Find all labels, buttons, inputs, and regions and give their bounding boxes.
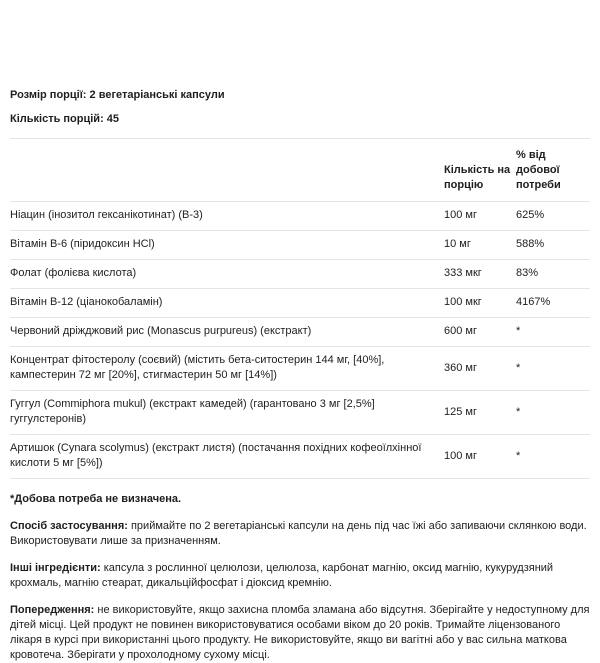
supplement-facts-table: [10, 138, 590, 479]
table-row: [10, 318, 590, 347]
table-row: [10, 202, 590, 231]
paragraph-text: не використовуйте, якщо захисна пломба зламана або відсутня. Зберігайте у недоступному для дітей місці. Цей продукт не повинен використовуватися особами віком до 20 років. Тримайте ліцензованого лікаря в курсі при використанні цього продукту. Не використовуйте, якщо ви вагітні або у вас сильна маткова кровотеча. Зберігати у прохолодному сухому місці.: [10, 604, 590, 661]
ingredient-amount: 10 мг: [444, 231, 516, 260]
ingredient-name: Концентрат фітостеролу (соєвий) (містить бета-ситостерин 144 мг, [40%], кампестерин 72 мг [20%], стигмастерин 50 мг [14%]): [10, 347, 444, 391]
header-amount-per-serving: Кількість на порцію: [444, 139, 516, 202]
table-row: [10, 391, 590, 435]
info-paragraph: [10, 603, 590, 663]
ingredient-name: Фолат (фолієва кислота): [10, 260, 444, 289]
paragraph-label: Спосіб застосування:: [10, 520, 128, 532]
table-row: [10, 260, 590, 289]
paragraph-text: капсула з рослинної целюлози, целюлоза, карбонат магнію, оксид магнію, кукурудзяний крохмаль, магнію стеарат, дикальційфосфат і діоксид кремнію.: [10, 562, 554, 589]
table-header-row: [10, 139, 590, 202]
table-row: [10, 435, 590, 479]
ingredient-daily-value: 83%: [516, 260, 590, 289]
ingredient-daily-value: 588%: [516, 231, 590, 260]
ingredient-daily-value: *: [516, 391, 590, 435]
info-paragraphs: [10, 519, 590, 663]
ingredient-amount: 100 мг: [444, 202, 516, 231]
ingredient-name: Вітамін B-12 (ціанокобаламін): [10, 289, 444, 318]
ingredient-name: Ніацин (інозитол гексанікотинат) (B-3): [10, 202, 444, 231]
paragraph-label: Попередження:: [10, 604, 95, 616]
ingredient-amount: 360 мг: [444, 347, 516, 391]
ingredient-daily-value: *: [516, 318, 590, 347]
table-row: [10, 231, 590, 260]
paragraph-label: Інші інгредієнти:: [10, 562, 101, 574]
servings-per-container-line: [10, 112, 590, 127]
ingredient-amount: 100 мкг: [444, 289, 516, 318]
table-row: [10, 347, 590, 391]
ingredient-amount: 333 мкг: [444, 260, 516, 289]
info-paragraph: [10, 519, 590, 549]
info-paragraph: [10, 561, 590, 591]
ingredient-name: Червоний дріжджовий рис (Monascus purpureus) (екстракт): [10, 318, 444, 347]
servings-label: Кількість порцій:: [10, 113, 104, 125]
serving-size-value: 2 вегетаріанські капсули: [89, 89, 225, 101]
ingredient-name: Гуггул (Commiphora mukul) (екстракт камедей) (гарантовано 3 мг [2,5%] гуггулстеронів): [10, 391, 444, 435]
servings-value: 45: [106, 113, 120, 125]
ingredient-daily-value: 4167%: [516, 289, 590, 318]
ingredient-name: Вітамін B-6 (піридоксин HCl): [10, 231, 444, 260]
serving-size-line: [10, 88, 590, 103]
daily-value-footnote: *Добова потреба не визначена.: [10, 493, 182, 505]
serving-size-label: Розмір порції:: [10, 89, 87, 101]
ingredient-name: Артишок (Cynara scolymus) (екстракт листя) (постачання похідних кофеоїлхінної кислоти 5 мг [5%]): [10, 435, 444, 479]
header-ingredient-blank: [10, 139, 444, 202]
ingredient-daily-value: *: [516, 347, 590, 391]
header-daily-value: % від добової потреби: [516, 139, 590, 202]
ingredient-daily-value: 625%: [516, 202, 590, 231]
table-row: [10, 289, 590, 318]
ingredient-daily-value: *: [516, 435, 590, 479]
ingredient-amount: 600 мг: [444, 318, 516, 347]
ingredient-amount: 100 мг: [444, 435, 516, 479]
ingredient-amount: 125 мг: [444, 391, 516, 435]
paragraph-text: приймайте по 2 вегетаріанські капсули на день під час їжі або запиваючи склянкою води. Використовувати лише за призначенням.: [10, 520, 587, 547]
